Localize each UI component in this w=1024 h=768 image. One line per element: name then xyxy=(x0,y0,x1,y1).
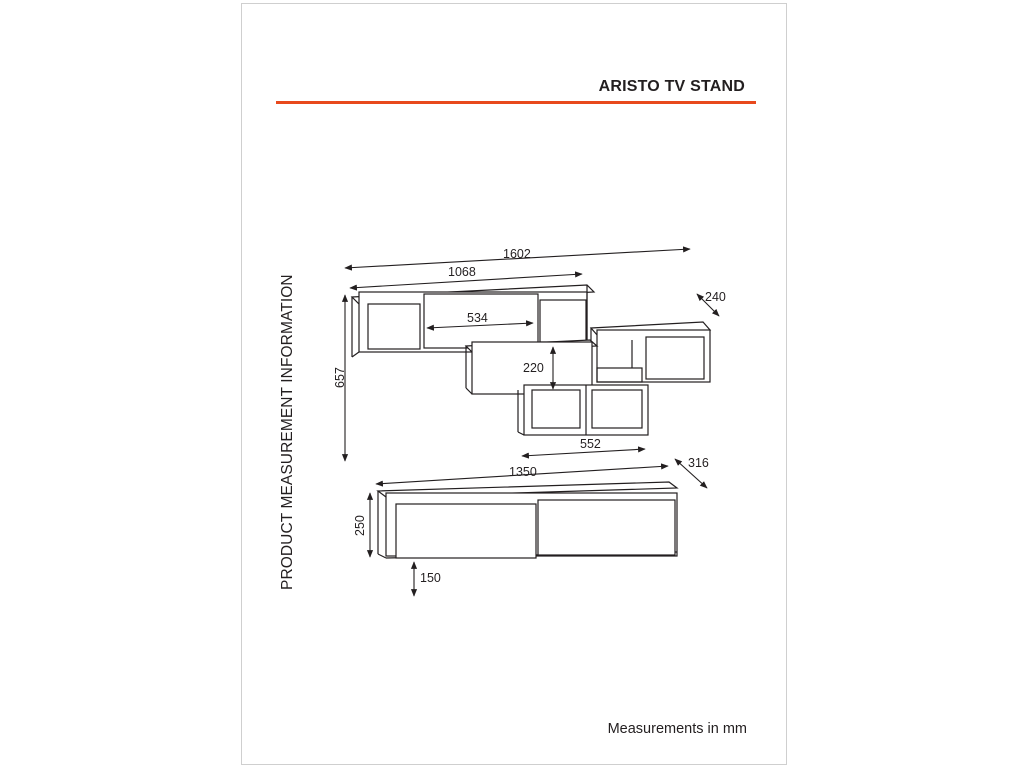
dim-label-1602: 1602 xyxy=(503,247,531,261)
left-drawer xyxy=(396,504,536,558)
dim-label-534: 534 xyxy=(467,311,488,325)
wall-unit xyxy=(352,285,710,435)
dim-label-1350: 1350 xyxy=(509,465,537,479)
measurement-units-note: Measurements in mm xyxy=(607,721,747,737)
dim-label-250: 250 xyxy=(353,515,367,536)
right-drawer xyxy=(538,500,675,555)
side-label: PRODUCT MEASUREMENT INFORMATION xyxy=(279,274,296,590)
dim-label-657: 657 xyxy=(333,367,347,388)
dim-label-150: 150 xyxy=(420,571,441,585)
dim-label-316: 316 xyxy=(688,456,709,470)
dim-label-1068: 1068 xyxy=(448,265,476,279)
dim-label-240: 240 xyxy=(705,290,726,304)
dim-label-220: 220 xyxy=(523,361,544,375)
tv-stand xyxy=(378,482,677,558)
product-title: ARISTO TV STAND xyxy=(598,78,745,95)
dim-label-552: 552 xyxy=(580,437,601,451)
